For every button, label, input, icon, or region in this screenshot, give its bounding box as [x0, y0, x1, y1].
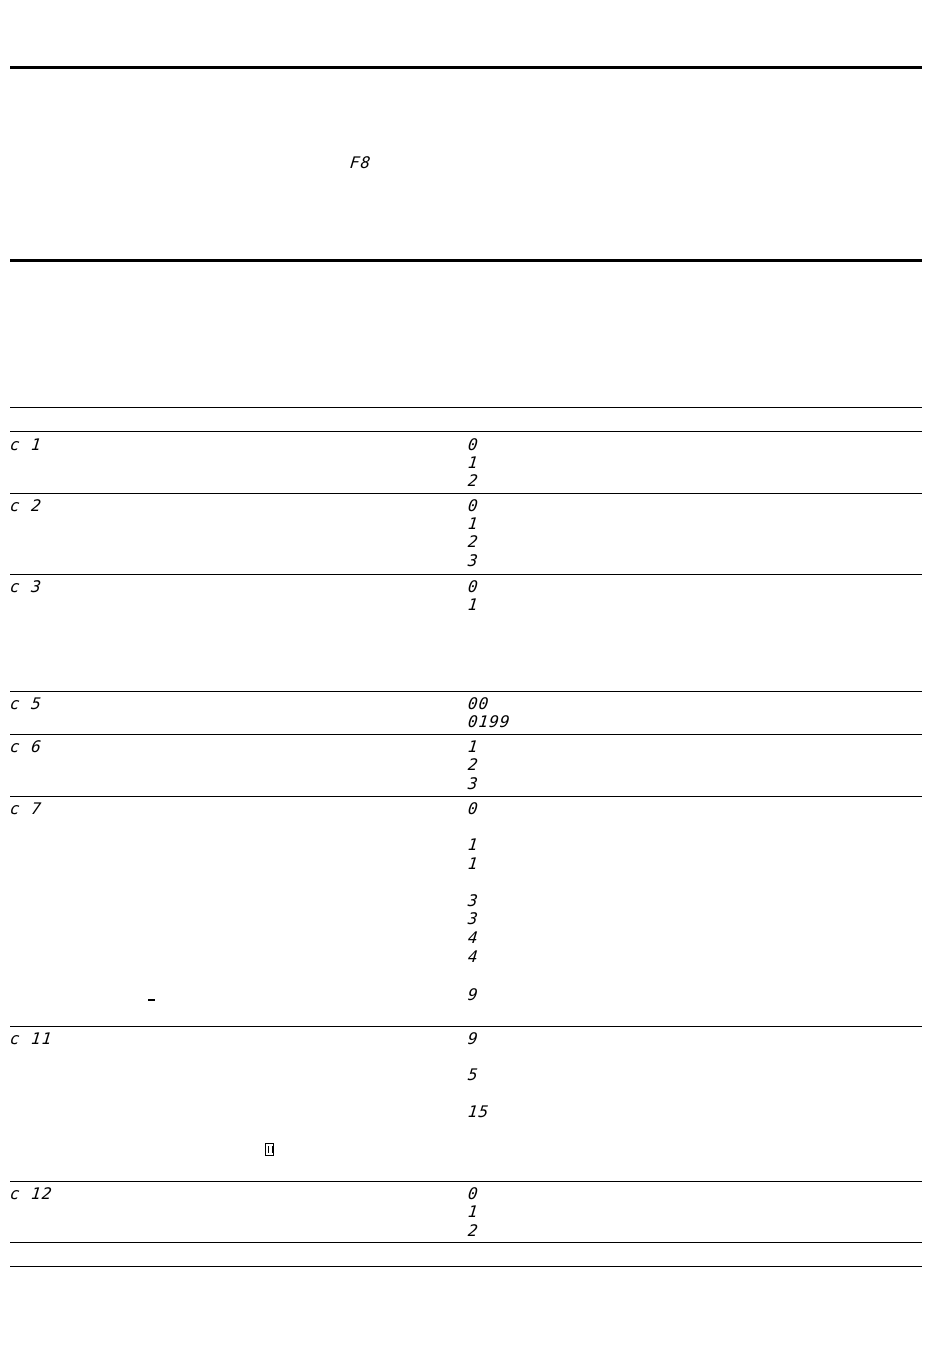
setting-value: 5 — [467, 1065, 480, 1084]
row-divider — [10, 1181, 922, 1182]
setting-value: 1 — [467, 453, 480, 472]
setting-value: 3 — [467, 891, 480, 910]
table-header-rule — [10, 431, 922, 432]
row-divider — [10, 1242, 922, 1243]
setting-code-c5: c 5 — [9, 694, 43, 713]
top-rule — [10, 66, 922, 69]
setting-value: 00 — [467, 694, 491, 713]
setting-code-c3: c 3 — [9, 577, 43, 596]
row-divider — [10, 574, 922, 575]
error-code-f8: F8 — [349, 153, 373, 172]
setting-value: 1 — [467, 854, 480, 873]
table-bottom-rule — [10, 1266, 922, 1267]
setting-value: 1 — [467, 737, 480, 756]
timer-icon — [265, 1143, 274, 1156]
setting-value: 3 — [467, 774, 480, 793]
setting-value: 15 — [467, 1102, 491, 1121]
setting-value: 3 — [467, 551, 480, 570]
table-top-rule — [10, 407, 922, 408]
setting-value: 0 — [467, 1184, 480, 1203]
row-divider — [10, 691, 922, 692]
setting-value: 1 — [467, 1202, 480, 1221]
setting-value: 0 — [467, 799, 480, 818]
setting-value: 1 — [467, 835, 480, 854]
row-divider — [10, 734, 922, 735]
setting-value: 9 — [467, 985, 480, 1004]
row-divider — [10, 796, 922, 797]
setting-value: 2 — [467, 1221, 480, 1240]
row-divider — [10, 1026, 922, 1027]
setting-code-c1: c 1 — [9, 435, 43, 454]
setting-value: 2 — [467, 471, 480, 490]
header-bottom-rule — [10, 259, 922, 262]
setting-code-c11: c 11 — [9, 1029, 54, 1048]
setting-value: 2 — [467, 755, 480, 774]
setting-value: 0 — [467, 435, 480, 454]
setting-code-c7: c 7 — [9, 799, 43, 818]
setting-value: 0 — [467, 496, 480, 515]
setting-code-c12: c 12 — [9, 1184, 54, 1203]
setting-value: 9 — [467, 1029, 480, 1048]
setting-value: 4 — [467, 947, 480, 966]
minus-icon — [148, 999, 155, 1001]
setting-code-c6: c 6 — [9, 737, 43, 756]
setting-value: 1 — [467, 514, 480, 533]
setting-value: 0199 — [467, 712, 512, 731]
setting-value: 4 — [467, 928, 480, 947]
setting-value: 2 — [467, 532, 480, 551]
setting-value: 0 — [467, 577, 480, 596]
setting-value: 3 — [467, 909, 480, 928]
setting-value: 1 — [467, 595, 480, 614]
row-divider — [10, 493, 922, 494]
setting-code-c2: c 2 — [9, 496, 43, 515]
